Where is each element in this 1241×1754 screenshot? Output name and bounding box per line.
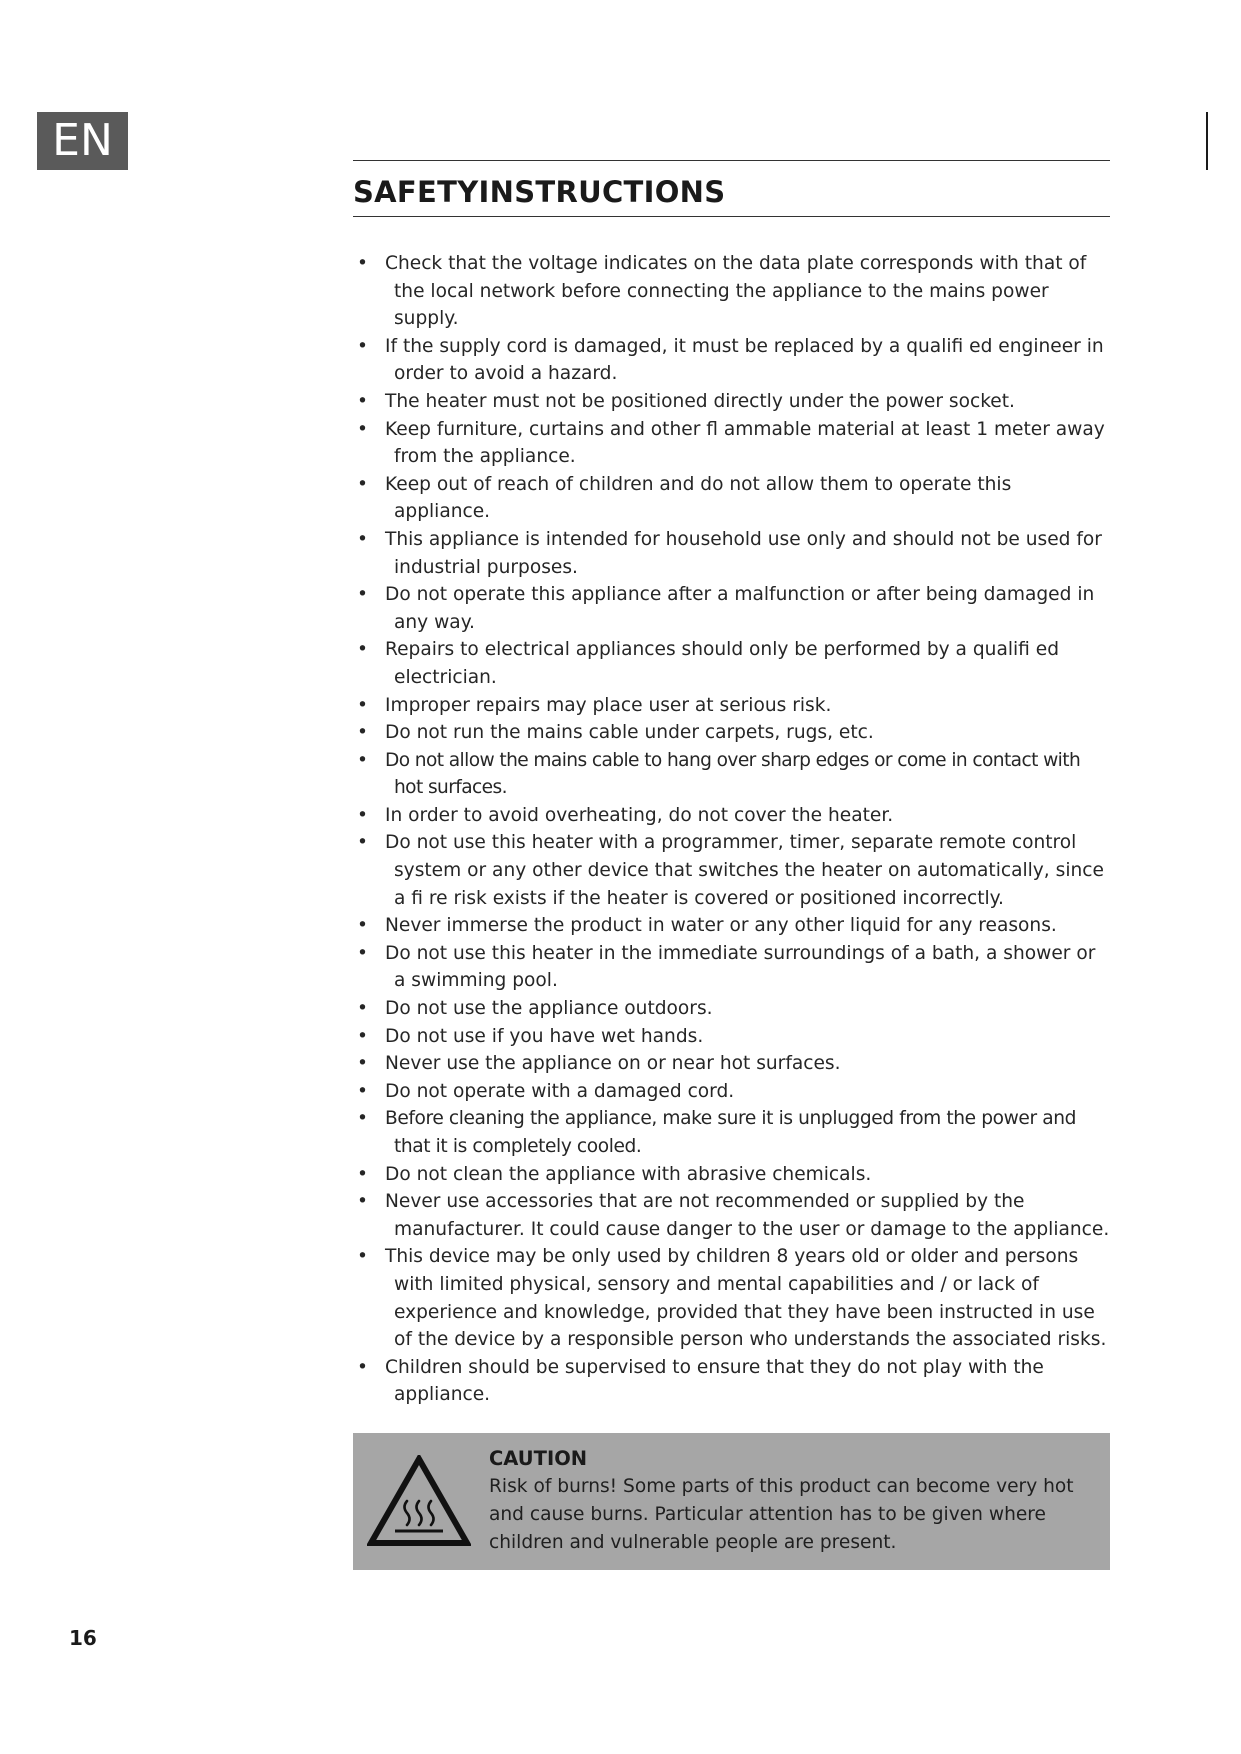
- language-tab: EN: [37, 112, 128, 170]
- bullet: •: [357, 1080, 368, 1102]
- bullet: •: [357, 1108, 368, 1130]
- bullet: •: [357, 639, 368, 661]
- instruction-text: Do not operate this appliance after a malfunction or after being damaged in any way.: [385, 584, 1095, 633]
- list-item: [353, 636, 1110, 691]
- instruction-text: Never use the appliance on or near hot surfaces.: [385, 1053, 841, 1075]
- list-item: [353, 995, 1110, 1023]
- instruction-text: Do not allow the mains cable to hang over sharp edges or come in contact with hot surfaces.: [385, 749, 1081, 799]
- bullet: •: [357, 804, 368, 826]
- list-item: [353, 940, 1110, 995]
- bullet: •: [357, 1356, 368, 1378]
- list-item: [353, 1188, 1110, 1243]
- list-item: [353, 1078, 1110, 1106]
- list-item: [353, 747, 1110, 802]
- bullet: •: [357, 473, 368, 495]
- page-number: 16: [69, 1626, 97, 1650]
- instruction-text: The heater must not be positioned directly under the power socket.: [385, 390, 1015, 412]
- list-item: [353, 912, 1110, 940]
- margin-mark: [1206, 112, 1208, 170]
- top-rule: [353, 160, 1110, 161]
- bullet: •: [357, 528, 368, 550]
- caution-box: [353, 1433, 1110, 1570]
- list-item: [353, 1023, 1110, 1051]
- instruction-text: Never immerse the product in water or any other liquid for any reasons.: [385, 915, 1057, 937]
- bullet: •: [357, 1163, 368, 1185]
- list-item: [353, 416, 1110, 471]
- list-item: [353, 333, 1110, 388]
- list-item: [353, 829, 1110, 912]
- bullet: •: [357, 749, 368, 771]
- instruction-text: Do not run the mains cable under carpets, rugs, etc.: [385, 722, 874, 744]
- instruction-text: Do not use this heater with a programmer, timer, separate remote control system or any other device that switches the heater on automatically, since a fi re risk exists if the heater is covered or positioned incorrectly.: [385, 832, 1104, 909]
- list-item: [353, 471, 1110, 526]
- instruction-text: Do not use if you have wet hands.: [385, 1025, 704, 1047]
- bullet: •: [357, 1246, 368, 1268]
- bullet: •: [357, 832, 368, 854]
- instruction-text: Do not use this heater in the immediate surroundings of a bath, a shower or a swimming pool.: [385, 942, 1096, 992]
- bottom-rule: [353, 216, 1110, 217]
- list-item: [353, 1105, 1110, 1160]
- list-item: [353, 1050, 1110, 1078]
- list-item: [353, 1243, 1110, 1353]
- instruction-text: This appliance is intended for household use only and should not be used for industrial purposes.: [385, 528, 1102, 578]
- caution-text: [489, 1445, 1099, 1557]
- instruction-text: If the supply cord is damaged, it must be replaced by a qualifi ed engineer in order to avoid a hazard.: [385, 335, 1104, 385]
- instruction-text: In order to avoid overheating, do not cover the heater.: [385, 804, 894, 826]
- instruction-text: Keep out of reach of children and do not allow them to operate this appliance.: [385, 473, 1012, 523]
- instruction-list: [353, 250, 1110, 1409]
- instruction-text: Check that the voltage indicates on the data plate corresponds with that of the local network before connecting the appliance to the mains power supply.: [385, 253, 1087, 330]
- bullet: •: [357, 998, 368, 1020]
- list-item: [353, 526, 1110, 581]
- bullet: •: [357, 418, 368, 440]
- list-item: [353, 1161, 1110, 1189]
- bullet: •: [357, 1025, 368, 1047]
- instruction-text: Before cleaning the appliance, make sure it is unplugged from the power and that it is completely cooled.: [385, 1108, 1076, 1157]
- list-item: [353, 802, 1110, 830]
- instruction-text: Do not operate with a damaged cord.: [385, 1080, 735, 1102]
- hot-surface-warning-icon: [367, 1455, 471, 1549]
- list-item: [353, 250, 1110, 333]
- bullet: •: [357, 942, 368, 964]
- instruction-text: Improper repairs may place user at serious risk.: [385, 694, 832, 716]
- bullet: •: [357, 584, 368, 606]
- instruction-text: Never use accessories that are not recommended or supplied by the manufacturer. It could cause danger to the user or damage to the appliance.: [385, 1191, 1110, 1240]
- instruction-text: Keep furniture, curtains and other fl ammable material at least 1 meter away from the appliance.: [385, 418, 1105, 468]
- bullet: •: [357, 915, 368, 937]
- page-title: SAFETYINSTRUCTIONS: [353, 175, 726, 209]
- list-item: [353, 719, 1110, 747]
- bullet: •: [357, 335, 368, 357]
- instruction-text: Do not clean the appliance with abrasive chemicals.: [385, 1163, 872, 1185]
- instruction-text: Children should be supervised to ensure that they do not play with the appliance.: [385, 1356, 1044, 1406]
- instruction-text: Do not use the appliance outdoors.: [385, 998, 713, 1020]
- bullet: •: [357, 722, 368, 744]
- bullet: •: [357, 1053, 368, 1075]
- bullet: •: [357, 694, 368, 716]
- safety-section: [353, 160, 1110, 1570]
- list-item: [353, 388, 1110, 416]
- instruction-text: Repairs to electrical appliances should only be performed by a qualifi ed electrician.: [385, 639, 1060, 688]
- caution-body: Risk of burns! Some parts of this product can become very hot and cause burns. Particular attention has to be given where children and vulnerable people are present.: [489, 1475, 1074, 1553]
- bullet: •: [357, 1191, 368, 1213]
- list-item: [353, 692, 1110, 720]
- bullet: •: [357, 390, 368, 412]
- bullet: •: [357, 253, 368, 274]
- list-item: [353, 581, 1110, 636]
- list-item: [353, 1354, 1110, 1409]
- caution-title: CAUTION: [489, 1446, 588, 1470]
- instruction-text: This device may be only used by children 8 years old or older and persons with limited physical, sensory and mental capabilities and / or lack of experience and knowledge, provided that they have been instructed in use of the device by a responsible person who understands the associated risks.: [385, 1246, 1107, 1351]
